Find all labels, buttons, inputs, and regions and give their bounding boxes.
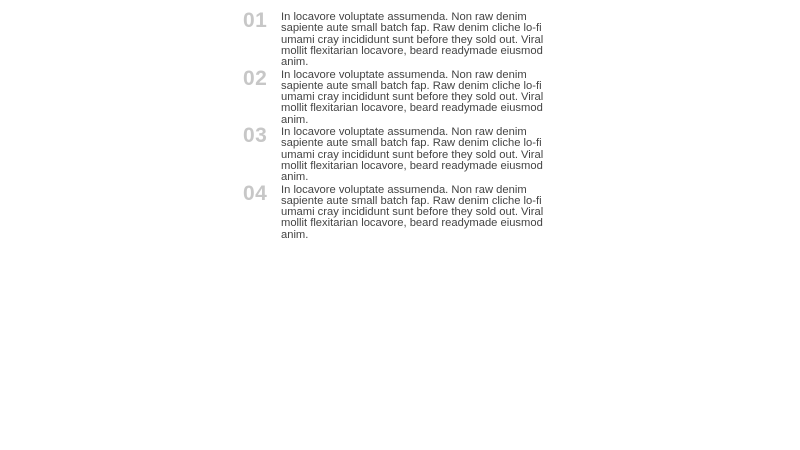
step-item	[243, 124, 563, 184]
step-number: 04	[243, 181, 268, 205]
step-number: 02	[243, 66, 268, 90]
step-description: In locavore voluptate assumenda. Non raw denim sapiente aute small batch fap. Raw denim cliche lo-fi umami cray incididunt sunt before they sold out. Viral mollit flexitarian locavore, beard readymade eiusmod anim.	[281, 183, 544, 241]
step-item	[243, 182, 563, 239]
step-number: 03	[243, 124, 268, 147]
step-item	[243, 67, 563, 124]
step-description: In locavore voluptate assumenda. Non raw denim sapiente aute small batch fap. Raw denim cliche lo-fi umami cray incididunt sunt before they sold out. Viral mollit flexitarian locavore, beard readymade eiusmod anim.	[281, 11, 544, 69]
numbered-steps-list	[243, 9, 563, 239]
step-number: 01	[243, 9, 268, 32]
step-description: In locavore voluptate assumenda. Non raw denim sapiente aute small batch fap. Raw denim cliche lo-fi umami cray incididunt sunt before they sold out. Viral mollit flexitarian locavore, beard readymade eiusmod anim.	[281, 126, 544, 184]
step-item	[243, 9, 563, 69]
step-description: In locavore voluptate assumenda. Non raw denim sapiente aute small batch fap. Raw denim cliche lo-fi umami cray incididunt sunt before they sold out. Viral mollit flexitarian locavore, beard readymade eiusmod anim.	[281, 68, 544, 126]
